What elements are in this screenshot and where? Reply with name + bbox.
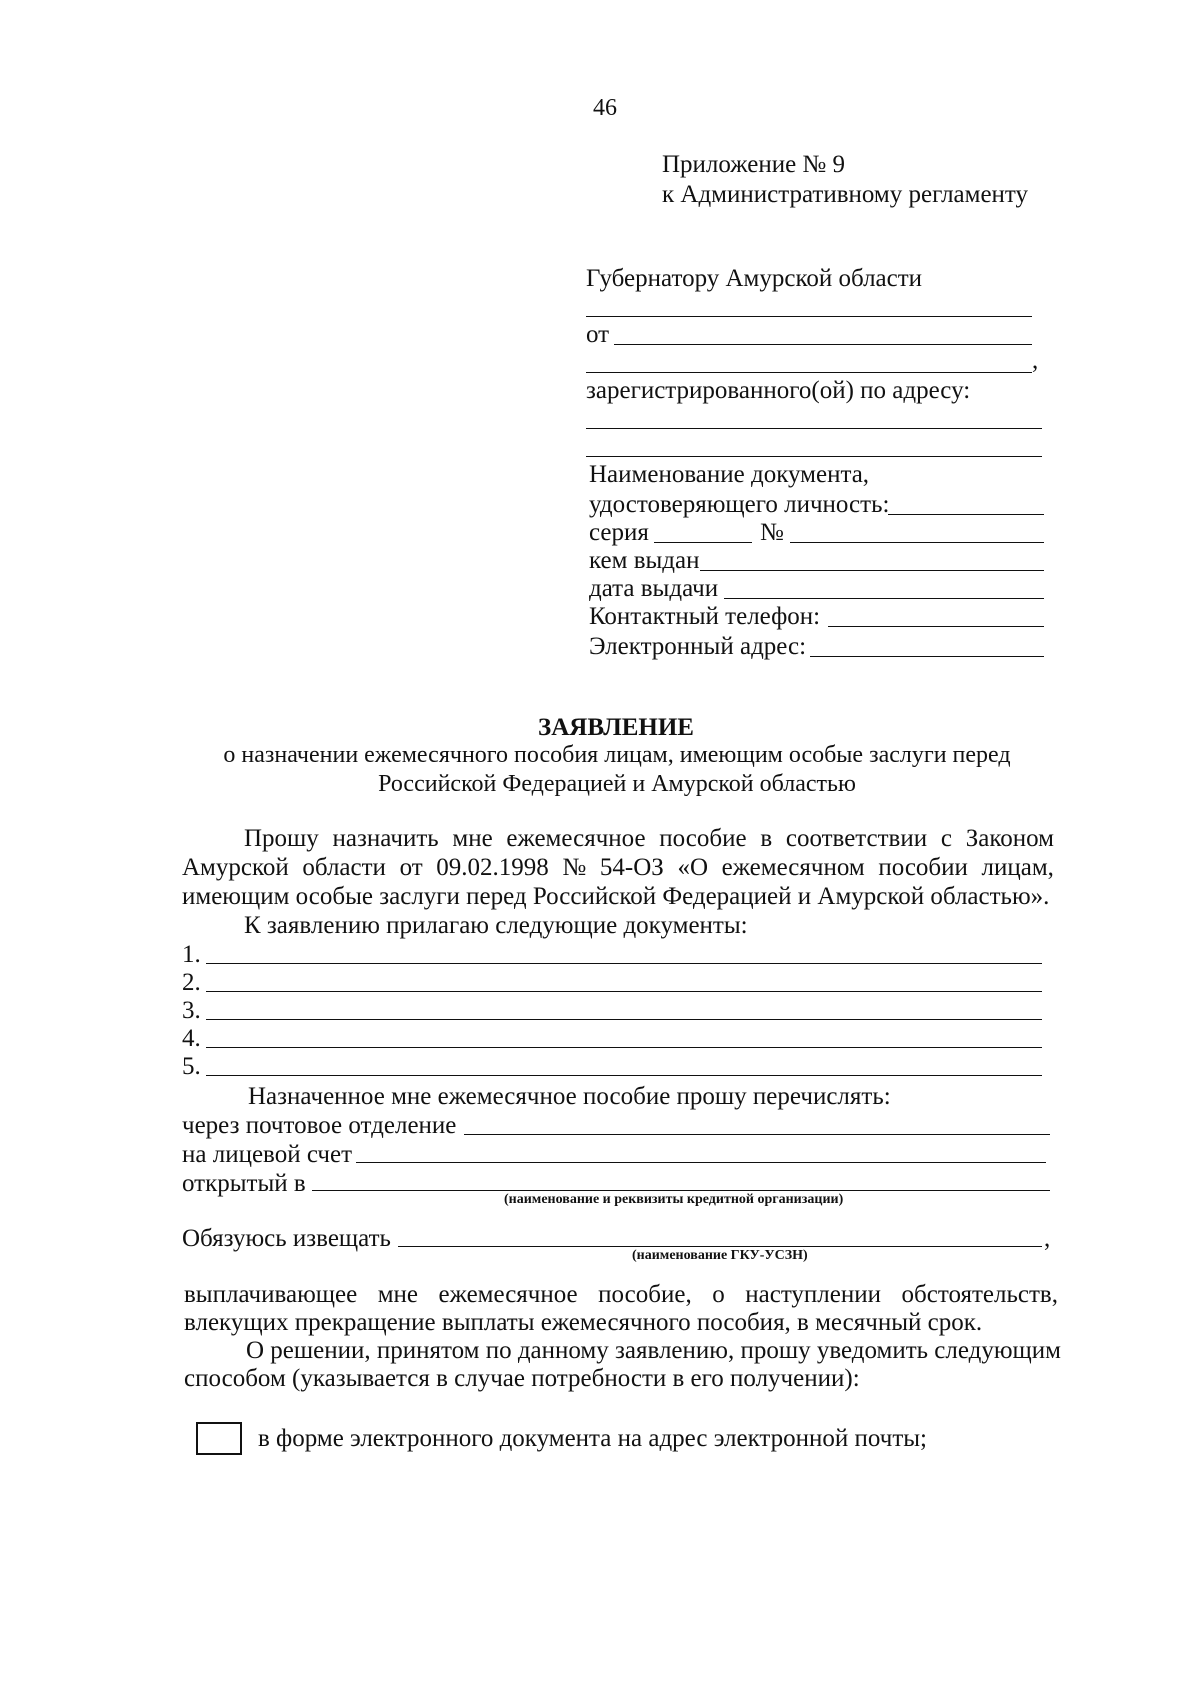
id-document-field[interactable] — [888, 514, 1044, 515]
document-field-2[interactable] — [206, 991, 1042, 992]
id-document-label-1: Наименование документа, — [589, 461, 870, 488]
applicant-name-field[interactable] — [614, 344, 1032, 345]
address-field-2[interactable] — [586, 456, 1042, 457]
list-item-number: 4. — [182, 1025, 201, 1052]
list-item-number: 1. — [182, 941, 201, 968]
email-field[interactable] — [810, 656, 1044, 657]
bank-label: открытый в — [182, 1170, 306, 1197]
issue-date-label: дата выдачи — [589, 575, 719, 602]
account-field[interactable] — [356, 1162, 1046, 1163]
issued-by-field[interactable] — [700, 570, 1044, 571]
addressee-to: Губернатору Амурской области — [586, 265, 923, 292]
document-field-1[interactable] — [206, 963, 1042, 964]
list-item-number: 2. — [182, 969, 201, 996]
applicant-name-field-2[interactable] — [586, 372, 1032, 373]
id-document-label-2: удостоверяющего личность: — [589, 491, 890, 518]
number-field[interactable] — [790, 542, 1044, 543]
oblige-label: Обязуюсь извещать — [182, 1225, 391, 1252]
from-label: от — [586, 321, 610, 348]
document-field-5[interactable] — [206, 1075, 1042, 1076]
document-subtitle-2: Российской Федерацией и Амурской областью — [378, 771, 856, 797]
appendix-title: Приложение № 9 — [662, 151, 846, 178]
list-item-number: 5. — [182, 1053, 201, 1080]
phone-label: Контактный телефон: — [589, 603, 821, 630]
request-line-2: Амурской области от 09.02.1998 № 54-ОЗ «О ежемесячном пособии лицам, — [182, 854, 1054, 881]
email-label: Электронный адрес: — [589, 633, 807, 660]
document-title: ЗАЯВЛЕНИЕ — [538, 714, 694, 741]
attachments-intro: К заявлению прилагаю следующие документы: — [244, 912, 748, 939]
bank-field[interactable] — [312, 1190, 1050, 1191]
document-field-4[interactable] — [206, 1047, 1042, 1048]
appendix-subtitle: к Административному регламенту — [662, 181, 1029, 208]
series-label: серия — [589, 519, 649, 546]
payment-intro: Назначенное мне ежемесячное пособие прошу перечислять: — [248, 1083, 891, 1110]
comma-mark: , — [1032, 347, 1039, 374]
decision-line-2: способом (указывается в случае потребности в его получении): — [184, 1365, 860, 1392]
document-field-3[interactable] — [206, 1019, 1042, 1020]
addressee-name-field[interactable] — [586, 316, 1032, 317]
usszn-field-hint: (наименование ГКУ-УСЗН) — [632, 1248, 808, 1263]
phone-field[interactable] — [828, 626, 1044, 627]
notify-line-1: выплачивающее мне ежемесячное пособие, о наступлении обстоятельств, — [184, 1281, 1058, 1308]
issued-by-label: кем выдан — [589, 547, 700, 574]
email-option-label: в форме электронного документа на адрес электронной почты; — [258, 1425, 927, 1452]
account-label: на лицевой счет — [182, 1141, 353, 1168]
post-office-field[interactable] — [464, 1134, 1050, 1135]
list-item-number: 3. — [182, 997, 201, 1024]
request-line-3: имеющим особые заслуги перед Российской Федерацией и Амурской областью». — [182, 883, 1050, 910]
registered-label: зарегистрированного(ой) по адресу: — [586, 377, 971, 404]
decision-line-1: О решении, принятом по данному заявлению, прошу уведомить следующим — [246, 1337, 1061, 1364]
number-label: № — [760, 519, 784, 546]
comma-mark: , — [1044, 1225, 1051, 1252]
document-subtitle-1: о назначении ежемесячного пособия лицам, имеющим особые заслуги перед — [223, 742, 1011, 768]
page-number: 46 — [593, 95, 617, 121]
notify-line-2: влекущих прекращение выплаты ежемесячного пособия, в месячный срок. — [184, 1309, 983, 1336]
usszn-field[interactable] — [398, 1246, 1042, 1247]
request-line-1: Прошу назначить мне ежемесячное пособие в соответствии с Законом — [244, 825, 1054, 852]
post-office-label: через почтовое отделение — [182, 1112, 457, 1139]
bank-field-hint: (наименование и реквизиты кредитной организации) — [504, 1192, 844, 1207]
series-field[interactable] — [654, 542, 752, 543]
address-field-1[interactable] — [586, 428, 1042, 429]
email-option-checkbox[interactable] — [196, 1422, 242, 1455]
issue-date-field[interactable] — [724, 598, 1044, 599]
